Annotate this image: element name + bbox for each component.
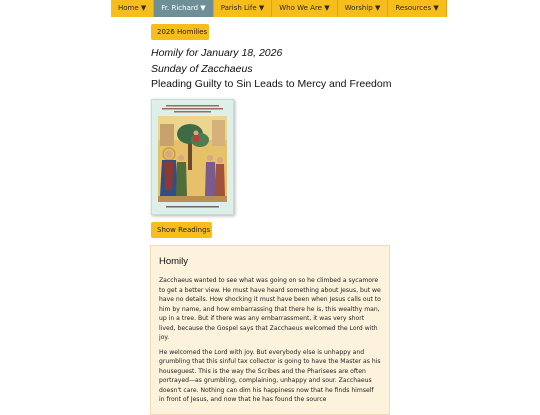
sunday-name: Sunday of Zacchaeus: [151, 63, 253, 75]
homily-paragraph: He welcomed the Lord with joy. But everybody else is unhappy and grumbling that this sinful tax collector is going to have the Master as his houseguest. This is the way the Scribes and the Pharisees are often portrayed—as grumbling, complaining, unhappy and sour. Zacchaeus doesn't care. Nothing can dim his happiness now that he finds himself in front of Jesus, and now that he has found the source: [159, 348, 381, 403]
nav-worship[interactable]: Worship ▼: [338, 0, 389, 17]
nav-resources[interactable]: Resources ▼: [388, 0, 446, 17]
nav-fr-richard[interactable]: Fr. Richard ▼: [154, 0, 213, 17]
homilies-2026-button[interactable]: 2026 Homilies: [151, 24, 209, 40]
homily-subtitle: Pleading Guilty to Sin Leads to Mercy and Freedom: [151, 78, 392, 90]
nav-parish-life[interactable]: Parish Life ▼: [214, 0, 273, 17]
homily-date-title: Homily for January 18, 2026: [151, 47, 283, 59]
nav-home[interactable]: Home ▼: [111, 0, 154, 17]
main-nav: [111, 0, 447, 17]
show-readings-button[interactable]: Show Readings: [151, 222, 212, 238]
homily-heading: Homily: [159, 256, 189, 267]
bulletin-cover-image: [151, 99, 234, 215]
zacchaeus-icon-image: [152, 100, 233, 214]
homily-paragraph: Zacchaeus wanted to see what was going on so he climbed a sycamore to get a better view. He must have heard something about Jesus, but we have no details. How shocking it must have been when Jesus calls out to him by name, and how embarrassing that there he is, this wealthy man, up in a tree. But if there was any embarrassment, it was very short lived, because the Gospel says that Zacchaeus welcomed the Lord with joy.: [159, 277, 381, 341]
homily-panel: [150, 245, 390, 415]
nav-who-we-are[interactable]: Who We Are ▼: [272, 0, 337, 17]
